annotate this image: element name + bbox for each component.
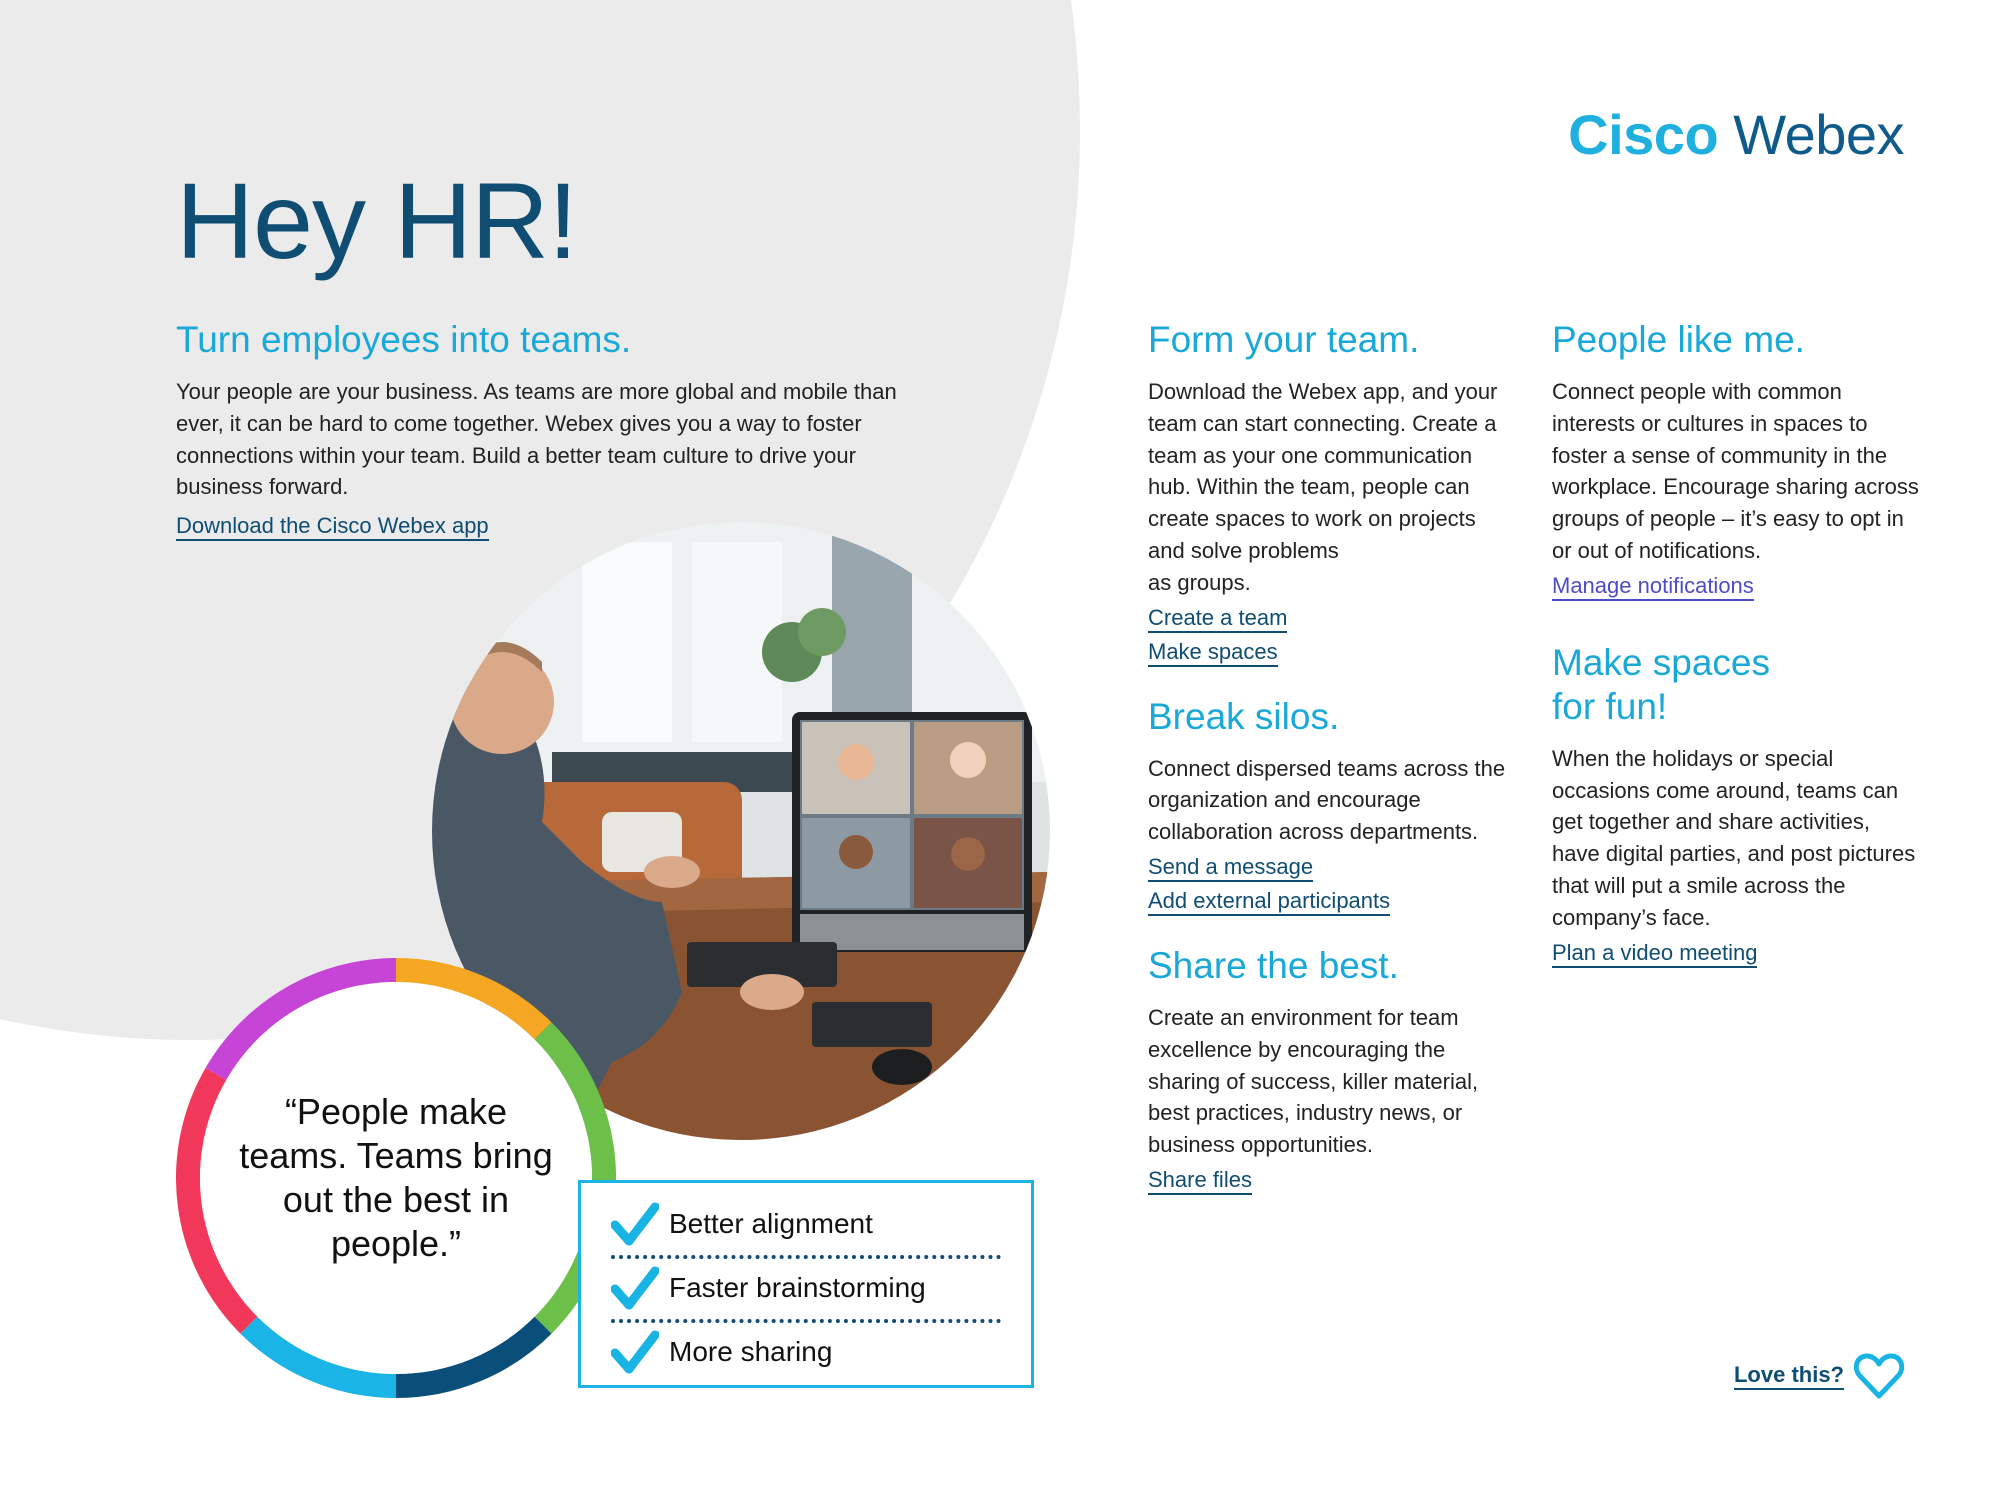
share-files-link[interactable]: Share files bbox=[1148, 1167, 1252, 1195]
column-right bbox=[1552, 318, 1922, 996]
love-this bbox=[1734, 1352, 1904, 1400]
send-message-link[interactable]: Send a message bbox=[1148, 854, 1313, 882]
benefit-item bbox=[611, 1193, 1001, 1259]
section-heading: Form your team. bbox=[1148, 319, 1420, 360]
heart-icon[interactable] bbox=[1854, 1352, 1904, 1400]
add-external-participants-link[interactable]: Add external participants bbox=[1148, 888, 1390, 916]
check-icon bbox=[611, 1201, 659, 1247]
plan-video-meeting-link[interactable]: Plan a video meeting bbox=[1552, 940, 1757, 968]
section-people-like-me bbox=[1552, 318, 1922, 601]
benefit-item bbox=[611, 1321, 1001, 1383]
quote bbox=[176, 958, 616, 1398]
benefit-label: Better alignment bbox=[669, 1208, 873, 1239]
download-app-link[interactable]: Download the Cisco Webex app bbox=[176, 513, 489, 541]
make-spaces-link[interactable]: Make spaces bbox=[1148, 639, 1278, 667]
section-heading: Break silos. bbox=[1148, 695, 1340, 737]
love-this-link[interactable]: Love this? bbox=[1734, 1362, 1844, 1390]
section-spaces-fun bbox=[1552, 641, 1922, 968]
manage-notifications-link[interactable]: Manage notifications bbox=[1552, 573, 1754, 601]
section-heading: People like me. bbox=[1552, 319, 1805, 360]
benefit-item bbox=[611, 1257, 1001, 1323]
section-body: Create an environment for team excellence by encouraging the sharing of success, killer material, best practices, industry news, or business opportunities. bbox=[1148, 1004, 1479, 1158]
section-form-team bbox=[1148, 318, 1508, 667]
section-body: Connect dispersed teams across the organization and encourage collaboration across departments. bbox=[1148, 755, 1506, 845]
section-share-best bbox=[1148, 944, 1508, 1195]
section-body: Connect people with common interests or cultures in spaces to foster a sense of community in the workplace. Encourage sharing across groups of people – it’s easy to opt in or out of notifications. bbox=[1552, 379, 1919, 563]
column-middle bbox=[1148, 318, 1508, 1223]
create-team-link[interactable]: Create a team bbox=[1148, 605, 1287, 633]
section-heading: Make spaces for fun! bbox=[1552, 641, 1770, 727]
check-icon bbox=[611, 1265, 659, 1311]
benefit-label: Faster brainstorming bbox=[669, 1272, 926, 1303]
intro-body: Your people are your business. As teams are more global and mobile than ever, it can be hard to come together. Webex gives you a way to foster connections within your team. Build a better team culture to drive your business forward. bbox=[176, 379, 897, 500]
section-break-silos bbox=[1148, 695, 1508, 916]
benefit-label: More sharing bbox=[669, 1336, 833, 1367]
benefits-box bbox=[578, 1180, 1034, 1388]
cisco-webex-logo: Cisco Webex bbox=[1568, 103, 1904, 166]
section-body: Download the Webex app, and your team can start connecting. Create a team as your one communication hub. Within the team, people can create spaces to work on projects and solve problems bbox=[1148, 379, 1498, 563]
check-icon bbox=[611, 1329, 659, 1375]
intro-section bbox=[176, 318, 936, 541]
section-heading: Share the best. bbox=[1148, 944, 1399, 986]
section-body-tail: as groups. bbox=[1148, 569, 1251, 595]
page-title: Hey HR! bbox=[176, 160, 578, 281]
quote-text: “People make teams. Teams bring out the best in people.” bbox=[239, 1091, 553, 1264]
section-body: When the holidays or special occasions come around, teams can get together and share activities, have digital parties, and post pictures that will put a smile across the company’s face. bbox=[1552, 745, 1916, 930]
intro-heading: Turn employees into teams. bbox=[176, 319, 632, 360]
